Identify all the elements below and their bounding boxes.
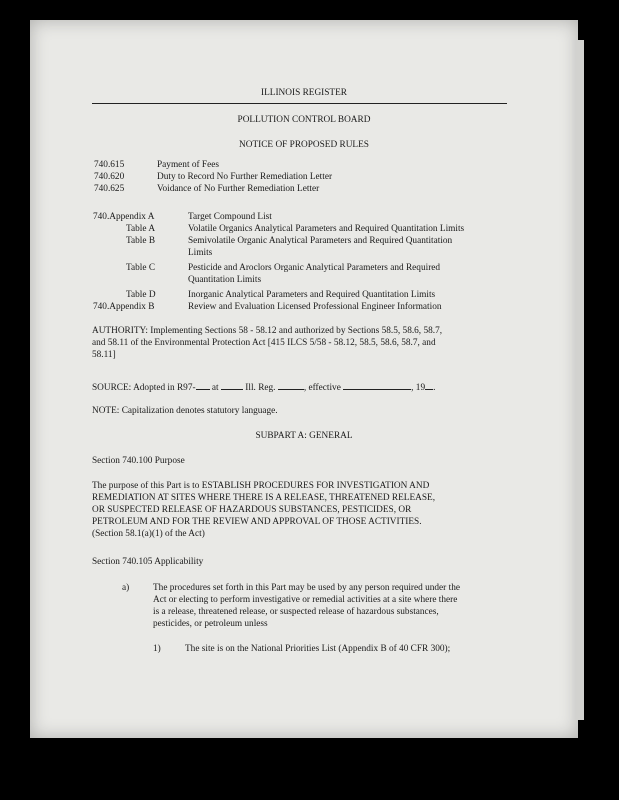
appendix-title: Inorganic Analytical Parameters and Required Quantitation Limits	[188, 290, 436, 300]
item-a-line: pesticides, or petroleum unless	[153, 619, 268, 629]
page-content	[30, 20, 578, 738]
appendix-label: Table A	[126, 224, 156, 234]
blank-line	[343, 380, 411, 390]
appendix-label: Table C	[126, 263, 156, 273]
appendix-title: Review and Evaluation Licensed Professional Engineer Information	[188, 302, 442, 312]
authority-line: AUTHORITY: Implementing Sections 58 - 58.12 and authorized by Sections 58.5, 58.6, 58.7,	[92, 326, 443, 336]
appendix-label: Table B	[126, 236, 156, 246]
section-title: Payment of Fees	[157, 160, 219, 170]
blank-line	[278, 380, 304, 390]
item-a-label: a)	[122, 583, 130, 593]
source-at: at	[211, 383, 219, 393]
item-1-label: 1)	[153, 644, 161, 654]
item-a-line: The procedures set forth in this Part may be used by any person required under the	[153, 583, 460, 593]
note-line: NOTE: Capitalization denotes statutory language.	[92, 406, 278, 416]
source-reg: Ill. Reg.	[245, 383, 276, 393]
section-number: 740.620	[94, 172, 125, 182]
purpose-line: The purpose of this Part is to ESTABLISH PROCEDURES FOR INVESTIGATION AND	[92, 481, 430, 491]
section-number: 740.615	[94, 160, 125, 170]
appendix-title: Target Compound List	[188, 212, 272, 222]
section-title: Duty to Record No Further Remediation Letter	[157, 172, 333, 182]
appendix-title-cont: Quantitation Limits	[188, 275, 262, 285]
source-effective: , effective	[303, 383, 341, 393]
purpose-line: (Section 58.1(a)(1) of the Act)	[92, 529, 205, 539]
subpart-heading: SUBPART A: GENERAL	[255, 431, 353, 441]
appendix-label: 740.Appendix B	[93, 302, 155, 312]
section-100-heading: Section 740.100 Purpose	[92, 456, 185, 466]
section-title: Voidance of No Further Remediation Letter	[157, 184, 320, 194]
appendix-title: Pesticide and Aroclors Organic Analytical Parameters and Required	[188, 263, 441, 273]
section-number: 740.625	[94, 184, 125, 194]
purpose-line: PETROLEUM AND FOR THE REVIEW AND APPROVAL OF THOSE ACTIVITIES.	[92, 517, 422, 527]
section-105-heading: Section 740.105 Applicability	[92, 557, 204, 567]
source-adopted: SOURCE: Adopted in R97-	[92, 383, 196, 393]
source-end: .	[433, 383, 436, 393]
item-a-line: Act or electing to perform investigative or remedial activities at a site where there	[153, 595, 458, 605]
board-title: POLLUTION CONTROL BOARD	[237, 115, 371, 125]
appendix-label: 740.Appendix A	[93, 212, 155, 222]
register-title: ILLINOIS REGISTER	[261, 88, 347, 98]
purpose-line: OR SUSPECTED RELEASE OF HAZARDOUS SUBSTANCES, PESTICIDES, OR	[92, 505, 412, 515]
source-year: , 19	[411, 383, 426, 393]
appendix-title-cont: Limits	[188, 248, 213, 258]
header-rule	[92, 103, 507, 104]
blank-line	[221, 380, 243, 390]
notice-title: NOTICE OF PROPOSED RULES	[239, 140, 369, 150]
purpose-line: REMEDIATION AT SITES WHERE THERE IS A RELEASE, THREATENED RELEASE,	[92, 493, 436, 503]
document-page	[30, 20, 578, 738]
item-a-line: is a release, threatened release, or suspected release of hazardous substances,	[153, 607, 439, 617]
appendix-title: Volatile Organics Analytical Parameters and Required Quantitation Limits	[188, 224, 465, 234]
appendix-label: Table D	[126, 290, 156, 300]
appendix-title: Semivolatile Organic Analytical Parameters and Required Quantitation	[188, 236, 453, 246]
source-line	[92, 380, 435, 395]
blank-line	[425, 380, 433, 390]
item-1-text: The site is on the National Priorities List (Appendix B of 40 CFR 300);	[185, 644, 451, 654]
authority-line: 58.11]	[92, 350, 116, 360]
blank-line	[196, 380, 210, 390]
authority-line: and 58.11 of the Environmental Protection Act [415 ILCS 5/58 - 58.12, 58.5, 58.6, 58.7, and	[92, 338, 436, 348]
